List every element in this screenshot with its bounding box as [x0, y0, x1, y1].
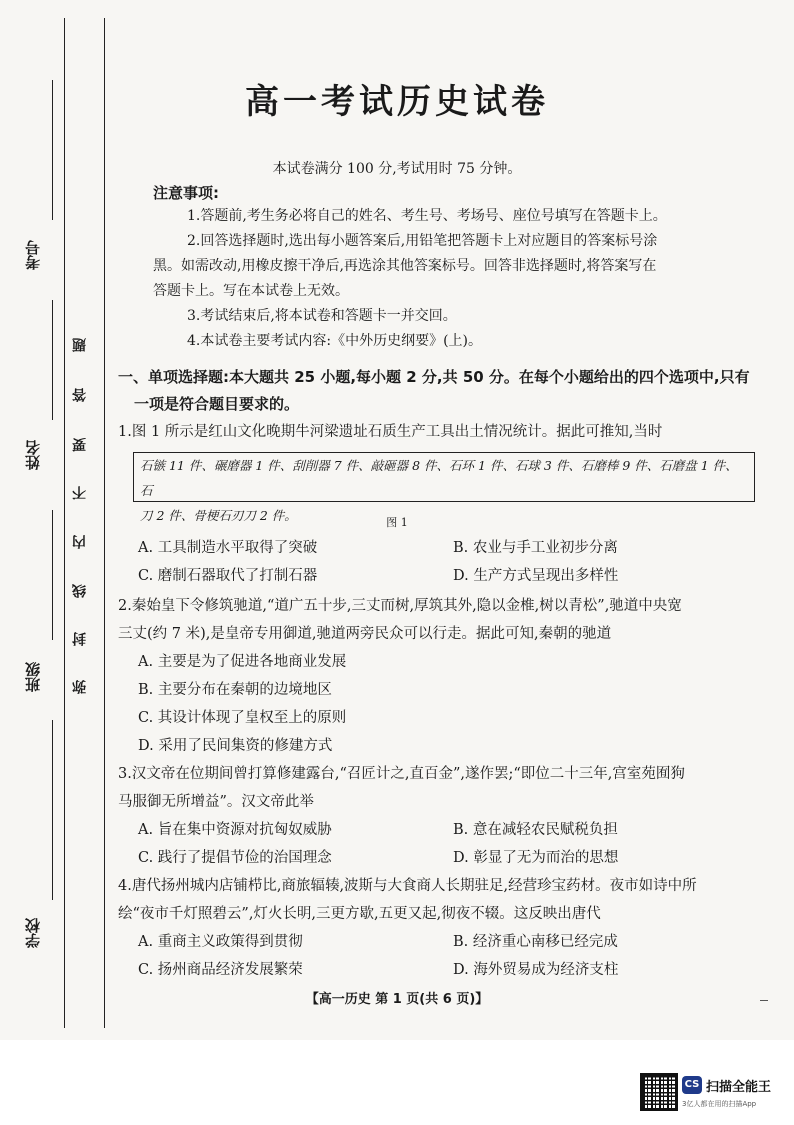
field-label-school: 学校 [24, 918, 42, 948]
question-1-options-row [138, 536, 758, 564]
stem-line: 绘“夜市千灯照碧云”,灯火长明,三更方歇,五更又起,彻夜不辍。这反映出唐代 [118, 906, 601, 922]
option-c: C. 扬州商品经济发展繁荣 [138, 962, 303, 978]
seal-char: 题 [72, 338, 88, 352]
question-4-options-row [138, 930, 758, 958]
option-d: D. 采用了民间集资的修建方式 [138, 738, 333, 754]
notice-heading: 注意事项: [153, 184, 219, 202]
stem-line: 2.秦始皇下令修筑驰道,“道广五十步,三丈而树,厚筑其外,隐以金椎,树以青松”,驰道中央宽 [118, 598, 682, 614]
stem-line: 4.唐代扬州城内店铺栉比,商旅辐辏,波斯与大食商人长期驻足,经营珍宝药材。夜市如诗中所 [118, 878, 697, 894]
option-d: D. 彰显了无为而治的思想 [453, 850, 619, 866]
seal-char: 不 [72, 486, 88, 500]
notice-item: 2.回答选择题时,选出每小题答案后,用铅笔把答题卡上对应题目的答案标号涂 [187, 233, 658, 249]
footer-dash [760, 1000, 768, 1001]
figure-1-text: 刀 2 件、骨梗石刃刀 2 件。 [140, 508, 297, 523]
scanner-app-name: 扫描全能王 [706, 1080, 772, 1095]
notice-item: 1.答题前,考生务必将自己的姓名、考生号、考场号、座位号填写在答题卡上。 [187, 208, 667, 224]
section-heading-line: 一、单项选择题:本大题共 25 小题,每小题 2 分,共 50 分。在每个小题给出的四个选项中,只有 [118, 368, 750, 386]
option-a: A. 重商主义政策得到贯彻 [138, 934, 303, 950]
exam-subtitle: 本试卷满分 100 分,考试用时 75 分钟。 [272, 161, 522, 177]
option-a: A. 主要是为了促进各地商业发展 [138, 654, 347, 670]
field-blank-name [52, 300, 53, 420]
seal-char: 答 [72, 388, 88, 402]
option-a: A. 工具制造水平取得了突破 [138, 540, 318, 556]
stem-line: 马服御无所增益”。汉文帝此举 [118, 794, 314, 810]
notice-item: 4.本试卷主要考试内容:《中外历史纲要》(上)。 [187, 333, 482, 349]
option-b: B. 农业与手工业初步分离 [453, 540, 618, 556]
page-footer: 【高一历史 第 1 页(共 6 页)】 [305, 992, 489, 1007]
seal-char: 要 [72, 438, 88, 452]
seal-char: 内 [72, 535, 88, 549]
section-heading [118, 364, 758, 418]
question-1-stem: 1.图 1 所示是红山文化晚期牛河梁遗址石质生产工具出土情况统计。据此可推知,当时 [118, 424, 663, 440]
notice-item: 答题卡上。写在本试卷上无效。 [153, 283, 349, 299]
option-d: D. 生产方式呈现出多样性 [453, 568, 619, 584]
scanner-tagline: 3亿人都在用的扫描App [682, 1100, 757, 1108]
question-3-stem [118, 760, 763, 816]
field-label-class: 班级 [24, 662, 42, 692]
seal-char: 线 [72, 584, 88, 598]
camscanner-logo-icon: CS [682, 1076, 702, 1094]
option-b: B. 主要分布在秦朝的边境地区 [138, 682, 332, 698]
stem-line: 3.汉文帝在位期间曾打算修建露台,“召匠计之,直百金”,遂作罢;“即位二十三年,宫室苑囿狗 [118, 766, 685, 782]
question-1-options-row [138, 564, 758, 592]
exam-title: 高一考试历史试卷 [245, 82, 549, 122]
option-c: C. 其设计体现了皇权至上的原则 [138, 710, 347, 726]
seal-char: 弥 [72, 680, 88, 694]
option-d: D. 海外贸易成为经济支柱 [453, 962, 619, 978]
question-4-options-row [138, 958, 758, 986]
question-2-stem [118, 592, 763, 648]
option-c: C. 践行了提倡节俭的治国理念 [138, 850, 332, 866]
notice-item: 黑。如需改动,用橡皮擦干净后,再选涂其他答案标号。回答非选择题时,将答案写在 [153, 258, 657, 274]
stem-line: 三丈(约 7 米),是皇帝专用御道,驰道两旁民众可以行走。据此可知,秦朝的驰道 [118, 626, 612, 642]
notice-item: 3.考试结束后,将本试卷和答题卡一并交回。 [187, 308, 457, 324]
field-label-number: 考号 [24, 240, 42, 270]
field-blank-school [52, 720, 53, 900]
option-b: B. 意在减轻农民赋税负担 [453, 822, 618, 838]
question-3-options-row [138, 846, 758, 874]
seal-char: 封 [72, 632, 88, 646]
option-a: A. 旨在集中资源对抗匈奴威胁 [138, 822, 332, 838]
option-c: C. 磨制石器取代了打制石器 [138, 568, 318, 584]
figure-1-text: 石镞 11 件、碾磨器 1 件、刮削器 7 件、敲砸器 8 件、石环 1 件、石球 3 件、石磨棒 9 件、石磨盘 1 件、石 [140, 458, 738, 498]
question-3-options-row [138, 818, 758, 846]
option-b: B. 经济重心南移已经完成 [453, 934, 618, 950]
field-label-name: 姓名 [24, 440, 42, 470]
qr-code-icon [640, 1073, 678, 1111]
figure-1-caption: 图 1 [386, 516, 408, 529]
question-4-stem [118, 872, 763, 928]
notice-list [153, 204, 753, 354]
section-heading-line: 一项是符合题目要求的。 [134, 395, 300, 413]
